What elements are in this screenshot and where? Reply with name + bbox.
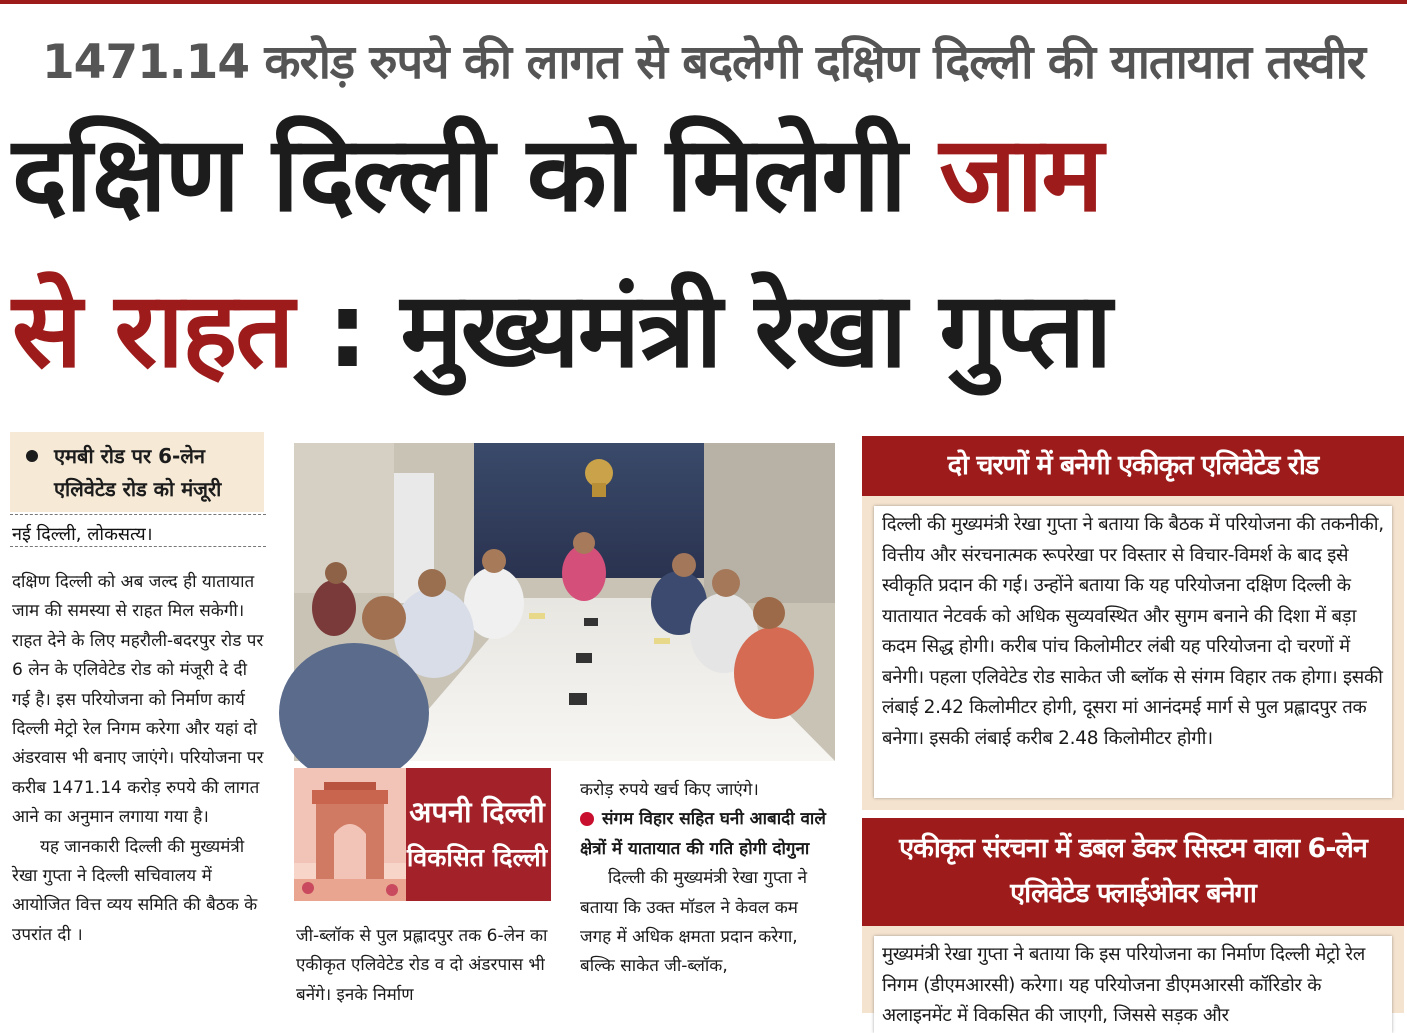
subhead-box	[10, 432, 264, 512]
subhead: एमबी रोड पर 6-लेन एलिवेटेड रोड को मंजूरी	[54, 444, 222, 501]
divider	[10, 546, 266, 547]
india-gate-icon	[294, 768, 406, 901]
headline-line-2	[12, 269, 1111, 391]
headline-part-red: से राहत	[12, 269, 293, 391]
bullet-icon	[26, 450, 38, 462]
paragraph: दिल्ली की मुख्यमंत्री रेखा गुप्ता ने बताया कि उक्त मॉडल ने केवल कम जगह में अधिक क्षमता प्रदान करेगा, बल्कि साकेत जी-ब्लॉक,	[580, 868, 808, 977]
paragraph: करोड़ रुपये खर्च किए जाएंगे।	[580, 780, 759, 800]
kicker: 1471.14 करोड़ रुपये की लागत से बदलेगी दक्षिण दिल्ली की यातायात तस्वीर	[41, 35, 1366, 90]
meeting-photo	[294, 443, 835, 761]
meeting-photo-image	[294, 443, 835, 761]
bullet-heading	[580, 805, 834, 864]
box1-title: दो चरणों में बनेगी एकीकृत एलिवेटेड रोड	[862, 436, 1404, 496]
paragraph: दक्षिण दिल्ली को अब जल्द ही यातायात जाम की समस्या से राहत मिल सकेगी। राहत देने के लिए महरौली-बदरपुर रोड पर 6 लेन के एलिवेटेड रोड को मंजूरी दे दी गई है। इस परियोजना को निर्माण कार्य दिल्ली मेट्रो रेल निगम करेगा और यहां दो अंडरवास भी बनाए जाएंगे। परियोजना पर करीब 1471.14 करोड़ रुपये की लागत आने का अनुमान लगाया गया है।	[12, 572, 264, 828]
headline-line-1	[12, 113, 1102, 235]
headline-part-dark: : मुख्यमंत्री रेखा गुप्ता	[326, 269, 1111, 391]
box1-body: दिल्ली की मुख्यमंत्री रेखा गुप्ता ने बताया कि बैठक में परियोजना की तकनीकी, वित्तीय और संरचनात्मक रूपरेखा पर विस्तार से विचार-विमर्श के बाद इसे स्वीकृति प्रदान की गई। उन्होंने बताया कि यह परियोजना दक्षिण दिल्ली के यातायात नेटवर्क को अधिक सुव्यवस्थित और सुगम बनाने की दिशा में बड़ा कदम सिद्ध होगी। करीब पांच किलोमीटर लंबी यह परियोजना दो चरणों में बनेगी। पहला एलिवेटेड रोड साकेत जी ब्लॉक से संगम विहार तक होगा। इसकी लंबाई 2.42 किलोमीटर होगी, दूसरा मां आनंदमई मार्ग से पुल प्रह्लादपुर तक बनेगा। इसकी लंबाई करीब 2.48 किलोमीटर होगी।	[874, 506, 1392, 798]
divider	[10, 514, 266, 515]
bullet-heading-text: संगम विहार सहित घनी आबादी वाले क्षेत्रों में यातायात की गति होगी दोगुना	[580, 809, 826, 859]
left-column-text	[12, 568, 268, 950]
box2-panel	[862, 926, 1404, 1026]
top-rule	[0, 0, 1407, 4]
dateline: नई दिल्ली, लोकसत्य।	[12, 524, 153, 545]
logo-line-2: विकसित दिल्ली	[406, 843, 548, 872]
apni-dilli-logo	[294, 768, 551, 901]
box1-panel	[862, 496, 1404, 810]
bullet-icon	[580, 812, 594, 826]
logo-line-1: अपनी दिल्ली	[409, 795, 545, 829]
middle-right-text	[580, 776, 834, 982]
headline-part-dark: दक्षिण दिल्ली को मिलेगी	[12, 113, 905, 235]
headline-part-red: जाम	[939, 113, 1102, 235]
middle-bottom-text: जी-ब्लॉक से पुल प्रह्लादपुर तक 6-लेन का एकीकृत एलिवेटेड रोड व दो अंडरपास भी बनेंगे। इनके निर्माण	[296, 926, 548, 1005]
box2-title: एकीकृत संरचना में डबल डेकर सिस्टम वाला 6-लेन एलिवेटेड फ्लाईओवर बनेगा	[862, 818, 1404, 926]
box2-body: मुख्यमंत्री रेखा गुप्ता ने बताया कि इस परियोजना का निर्माण दिल्ली मेट्रो रेल निगम (डीएमआरसी) करेगा। यह परियोजना डीएमआरसी कॉरिडोर के अलाइनमेंट में विकसित की जाएगी, जिससे सड़क और	[874, 936, 1392, 1033]
paragraph: यह जानकारी दिल्ली की मुख्यमंत्री रेखा गुप्ता ने दिल्ली सचिवालय में आयोजित वित्त व्यय समिति की बैठक के उपरांत दी ।	[12, 836, 258, 945]
